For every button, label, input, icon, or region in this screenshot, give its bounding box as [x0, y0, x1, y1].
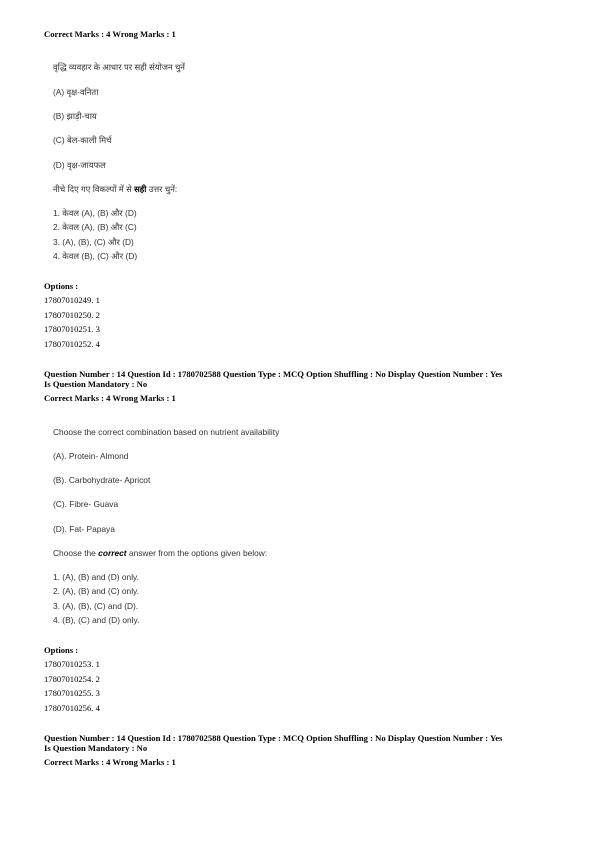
option-4: 17807010252. 4 — [44, 339, 100, 349]
mandatory-line: Is Question Mandatory : No — [44, 379, 148, 389]
choice-2: 2. केवल (A), (B) और (C) — [53, 222, 137, 232]
item-b: (B) झाड़ी-चाय — [53, 111, 97, 121]
choice-1: 1. केवल (A), (B) और (D) — [53, 208, 137, 218]
choice-3: 3. (A), (B), (C) और (D) — [53, 237, 134, 247]
option-2: 17807010254. 2 — [44, 674, 100, 684]
item-d: (D) वृक्ष-जायफल — [53, 160, 106, 170]
item-a: (A). Protein- Almond — [53, 451, 129, 461]
mandatory-line: Is Question Mandatory : No — [44, 743, 148, 753]
marks-line: Correct Marks : 4 Wrong Marks : 1 — [44, 393, 176, 403]
options-label: Options : — [44, 281, 79, 291]
option-4: 17807010256. 4 — [44, 703, 100, 713]
options-label: Options : — [44, 645, 79, 655]
question-text: वृद्धि व्यवहार के आधार पर सही संयोजन चुनें — [53, 62, 185, 72]
option-3: 17807010255. 3 — [44, 688, 100, 698]
option-1: 17807010253. 1 — [44, 659, 100, 669]
question-header: Question Number : 14 Question Id : 1780702588 Question Type : MCQ Option Shuffling : No Display Question Number : Yes — [44, 369, 503, 379]
item-c: (C) बेल-काली मिर्च — [53, 135, 112, 145]
option-2: 17807010250. 2 — [44, 310, 100, 320]
marks-line: Correct Marks : 4 Wrong Marks : 1 — [44, 29, 176, 39]
choice-3: 3. (A), (B), (C) and (D). — [53, 601, 139, 611]
question-header: Question Number : 14 Question Id : 1780702588 Question Type : MCQ Option Shuffling : No Display Question Number : Yes — [44, 733, 503, 743]
marks-line: Correct Marks : 4 Wrong Marks : 1 — [44, 757, 176, 767]
option-1: 17807010249. 1 — [44, 295, 100, 305]
item-c: (C). Fibre- Guava — [53, 499, 119, 509]
choice-4: 4. (B), (C) and (D) only. — [53, 615, 140, 625]
item-a: (A) वृक्ष-वनिता — [53, 87, 99, 97]
item-d: (D). Fat- Papaya — [53, 524, 115, 534]
item-b: (B). Carbohydrate- Apricot — [53, 475, 151, 485]
instruction-text: नीचे दिए गए विकल्पों में से सही उत्तर चुनें: — [53, 184, 178, 194]
choice-4: 4. केवल (B), (C) और (D) — [53, 251, 138, 261]
question-text: Choose the correct combination based on nutrient availability — [53, 427, 280, 437]
option-3: 17807010251. 3 — [44, 324, 100, 334]
instruction-text: Choose the correct answer from the options given below: — [53, 548, 268, 558]
choice-1: 1. (A), (B) and (D) only. — [53, 572, 139, 582]
choice-2: 2. (A), (B) and (C) only. — [53, 586, 139, 596]
